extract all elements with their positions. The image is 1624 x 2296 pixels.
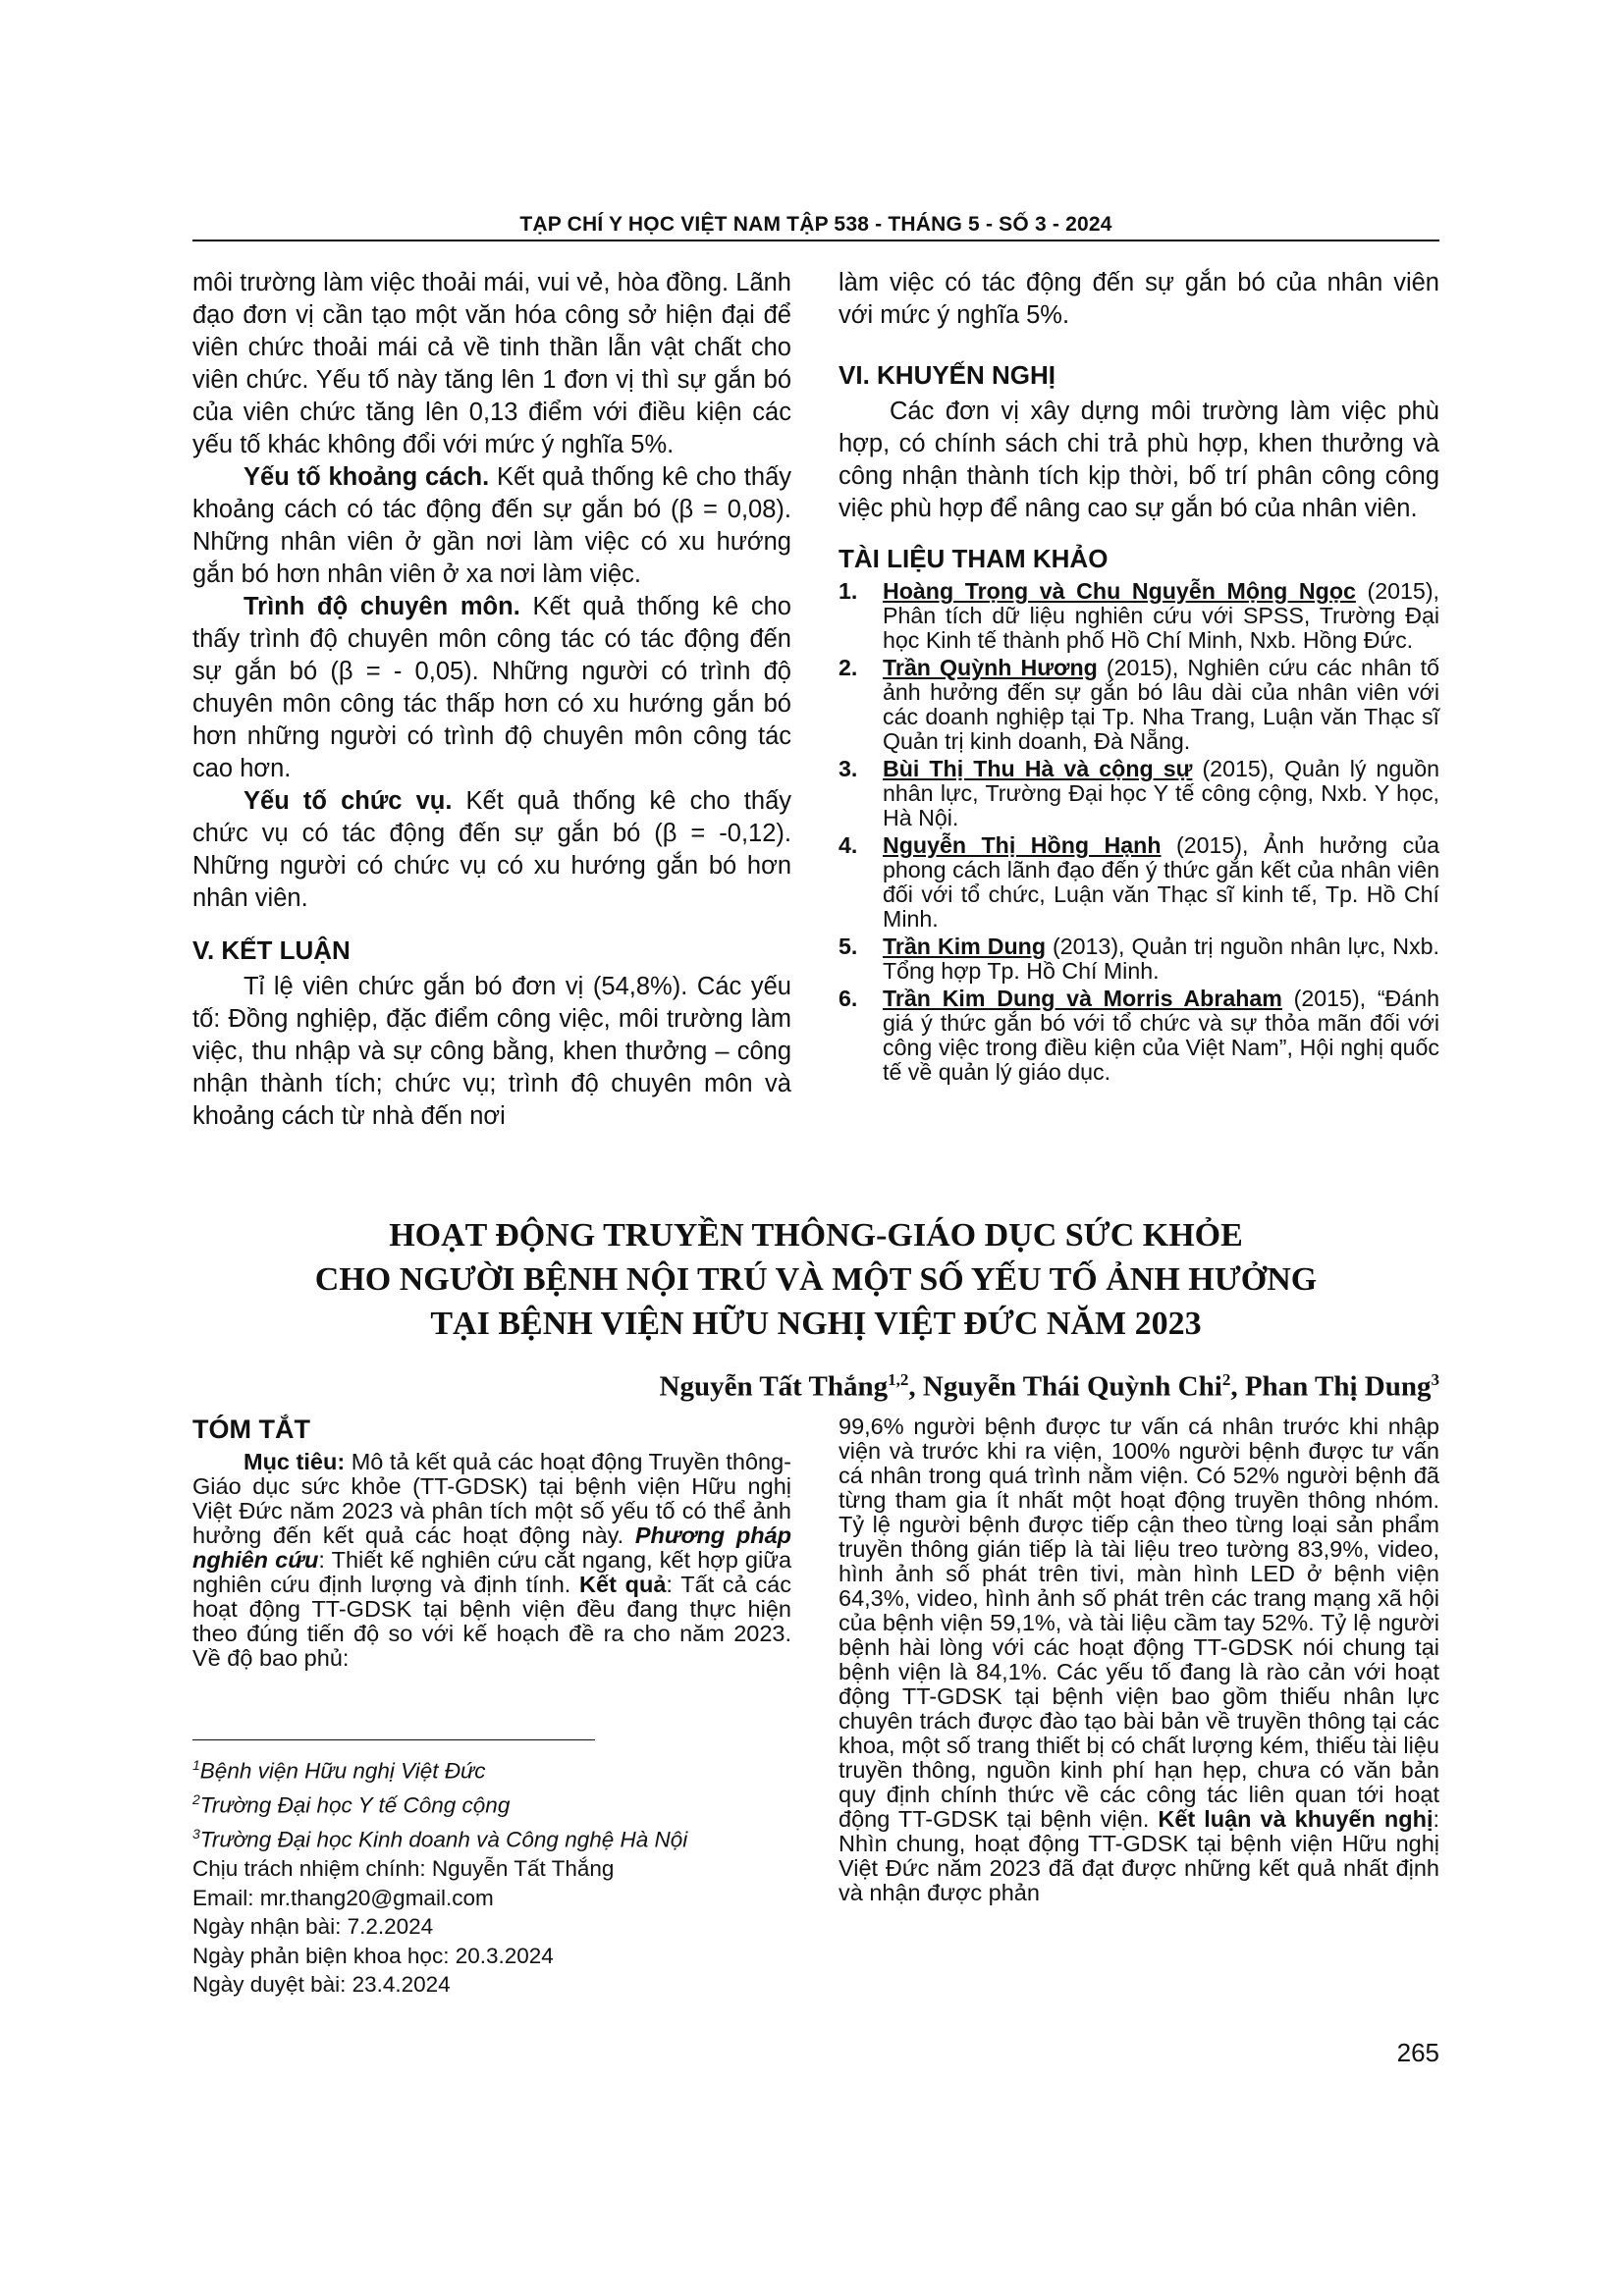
affiliation-mark: 3 [192, 1826, 200, 1842]
affiliation-text: Trường Đại học Y tế Công cộng [199, 1792, 511, 1818]
reference-author: Trần Kim Dung [883, 934, 1047, 959]
reference-details: (2015), Ảnh hưởng của phong cách lãnh đạo đến ý thức gắn kết của nhân viên đối với tổ chức, Luận văn Thạc sĩ kinh tế, Tp. Hồ Chí Minh. [883, 832, 1440, 932]
paragraph [192, 461, 791, 591]
page-number: 265 [1396, 2038, 1439, 2067]
paragraph-lead: Trình độ chuyên môn. [244, 593, 520, 620]
reference-details: (2013), Quản trị nguồn nhân lực, Nxb. Tổng hợp Tp. Hồ Chí Minh. [883, 934, 1439, 984]
footnote-rule [192, 1739, 595, 1740]
header-rule [192, 240, 1439, 241]
reference-list [839, 579, 1439, 1085]
paragraph-lead: Yếu tố chức vụ. [244, 787, 453, 815]
reference-item [839, 934, 1439, 984]
reference-item [839, 987, 1439, 1085]
paragraph-text: Kết quả thống kê cho thấy trình độ chuyên môn công tác có tác động đến sự gắn bó (β = - 0,05). Những người có trình độ chuyên môn công tác thấp hơn có xu hướng gắn bó hơn những người có trình độ chuyên môn công tác cao hơn. [192, 593, 791, 782]
author-affiliation-mark: 2 [1221, 1370, 1231, 1389]
author-name: Nguyễn Tất Thắng [659, 1370, 889, 1403]
reference-item [839, 579, 1439, 653]
abstract-right [839, 1415, 1439, 1905]
abstract-paragraph [192, 1450, 791, 1671]
reference-item [839, 833, 1439, 932]
reference-details: (2015), “Đánh giá ý thức gắn bó với tổ chức và sự thỏa mãn đối với công việc trong điều kiện của Việt Nam”, Hội nghị quốc tế về quản lý giáo dục. [883, 986, 1439, 1085]
reference-number: 4. [839, 832, 858, 858]
running-head: TẠP CHÍ Y HỌC VIỆT NAM TẬP 538 - THÁNG 5 - SỐ 3 - 2024 [519, 213, 1112, 236]
reference-author: Nguyễn Thị Hồng Hạnh [883, 832, 1162, 858]
article-title-line: CHO NGƯỜI BỆNH NỘI TRÚ VÀ MỘT SỐ YẾU TỐ ẢNH HƯỞNG [314, 1261, 1318, 1298]
method-text: : Thiết kế nghiên cứu cắt ngang, kết hợp giữa nghiên cứu định lượng và định tính. [192, 1547, 792, 1597]
reference-item [839, 757, 1439, 830]
affiliation-text: Bệnh viện Hữu nghị Việt Đức [199, 1758, 486, 1784]
affiliation [192, 1751, 791, 1786]
reference-details: (2015), Phân tích dữ liệu nghiên cứu với SPSS, Trường Đại học Kinh tế thành phố Hồ Chí Minh, Nxb. Hồng Đức. [883, 578, 1439, 653]
responsible-author: Chịu trách nhiệm chính: Nguyễn Tất Thắng [192, 1856, 615, 1881]
author-affiliation-mark: 1,2 [888, 1370, 909, 1389]
affiliation-mark: 1 [192, 1757, 200, 1773]
abstract-heading: TÓM TẮT [192, 1415, 310, 1444]
reference-details: (2015), Quản lý nguồn nhân lực, Trường Đại học Y tế công cộng, Nxb. Y học, Hà Nội. [883, 756, 1440, 830]
paragraph: môi trường làm việc thoải mái, vui vẻ, hòa đồng. Lãnh đạo đơn vị cần tạo một văn hóa công sở hiện đại để viên chức thoải mái cả về tinh thần lẫn vật chất cho viên chức. Yếu tố này tăng lên 1 đơn vị thì sự gắn bó của viên chức tăng lên 0,13 điểm với điều kiện các yếu tố khác không đổi với mức ý nghĩa 5%. [192, 269, 791, 458]
section-heading: V. KẾT LUẬN [192, 935, 351, 965]
author-name: Nguyễn Thái Quỳnh Chi [922, 1370, 1222, 1403]
result-label: Kết quả [579, 1572, 667, 1597]
article-title-line: TẠI BỆNH VIỆN HỮU NGHỊ VIỆT ĐỨC NĂM 2023 [430, 1306, 1202, 1342]
paragraph [192, 785, 791, 915]
conclusion-text: : Nhìn chung, hoạt động TT-GDSK tại bệnh viện Hữu nghị Việt Đức năm 2023 đã đạt được những kết quả nhất định và nhận được phản [839, 1806, 1440, 1905]
reference-number: 5. [839, 934, 858, 959]
paragraph [192, 591, 791, 785]
reference-number: 2. [839, 655, 858, 680]
paragraph-lead: Yếu tố khoảng cách. [244, 463, 490, 491]
reference-author: Bùi Thị Thu Hà và cộng sự [883, 756, 1193, 781]
reference-number: 3. [839, 756, 858, 781]
paragraph: làm việc có tác động đến sự gắn bó của nhân viên với mức ý nghĩa 5%. [839, 269, 1439, 329]
reference-author: Hoàng Trọng và Chu Nguyễn Mộng Ngọc [883, 578, 1356, 604]
author-list [660, 1370, 1439, 1404]
paragraph: Các đơn vị xây dựng môi trường làm việc phù hợp, có chính sách chi trả phù hợp, khen thưởng và công nhận thành tích kịp thời, bố trí phân công công việc phù hợp để nâng cao sự gắn bó của nhân viên. [839, 398, 1439, 522]
affiliation [192, 1820, 791, 1854]
article-title-line: HOẠT ĐỘNG TRUYỀN THÔNG-GIÁO DỤC SỨC KHỎE [389, 1217, 1243, 1254]
reference-item [839, 656, 1439, 754]
abstract-paragraph [839, 1415, 1439, 1905]
conclusion-label: Kết luận và khuyến nghị [1158, 1806, 1434, 1832]
affiliation-mark: 2 [192, 1791, 200, 1807]
affiliation [192, 1786, 791, 1820]
article-title [192, 1213, 1439, 1346]
reference-author: Trần Kim Dung và Morris Abraham [883, 986, 1282, 1011]
objective-label: Mục tiêu: [244, 1449, 346, 1474]
author-name: Phan Thị Dung [1244, 1370, 1432, 1403]
method-label: Phương pháp nghiên cứu [192, 1522, 791, 1573]
abstract-left [192, 1415, 791, 1671]
affiliation-text: Trường Đại học Kinh doanh và Công nghệ Hà Nội [199, 1827, 688, 1852]
left-column-top [192, 267, 791, 1133]
section-heading: VI. KHUYẾN NGHỊ [839, 360, 1056, 390]
email: Email: mr.thang20@gmail.com [192, 1885, 494, 1910]
received-date: Ngày nhận bài: 7.2.2024 [192, 1914, 434, 1939]
author-separator: , [908, 1370, 923, 1403]
references-heading: TÀI LIỆU THAM KHẢO [839, 544, 1109, 573]
accepted-date: Ngày duyệt bài: 23.4.2024 [192, 1972, 451, 1997]
reference-number: 6. [839, 986, 858, 1011]
author-separator: , [1230, 1370, 1245, 1403]
reference-author: Trần Quỳnh Hương [883, 655, 1098, 680]
author-affiliation-mark: 3 [1431, 1370, 1439, 1389]
paragraph-text: Kết quả thống kê cho thấy chức vụ có tác động đến sự gắn bó (β = -0,12). Những người có chức vụ có xu hướng gắn bó hơn nhân viên. [192, 787, 791, 912]
footnotes [192, 1751, 791, 2000]
reference-details: (2015), Nghiên cứu các nhân tố ảnh hưởng đến sự gắn bó lâu dài của nhân viên với các doanh nghiệp tại Tp. Nha Trang, Luận văn Thạc sĩ Quản trị kinh doanh, Đà Nẵng. [883, 655, 1439, 754]
objective-text: Mô tả kết quả các hoạt động Truyền thông-Giáo dục sức khỏe (TT-GDSK) tại bệnh viện Hữu nghị Việt Đức năm 2023 và phân tích một số yếu tố có thể ảnh hưởng đến kết quả các hoạt động này. [192, 1449, 792, 1548]
reference-number: 1. [839, 578, 858, 604]
review-date: Ngày phản biện khoa học: 20.3.2024 [192, 1943, 554, 1968]
paragraph-text: Kết quả thống kê cho thấy khoảng cách có tác động đến sự gắn bó (β = 0,08). Những nhân viên ở gần nơi làm việc có xu hướng gắn bó hơn nhân viên ở xa nơi làm việc. [192, 463, 791, 588]
paragraph: Tỉ lệ viên chức gắn bó đơn vị (54,8%). Các yếu tố: Đồng nghiệp, đặc điểm công việc, môi trường làm việc, thu nhập và sự công bằng, khen thưởng – công nhận thành tích; chức vụ; trình độ chuyên môn và khoảng cách từ nhà đến nơi [192, 973, 791, 1130]
result-text: : Tất cả các hoạt động TT-GDSK tại bệnh viện đều đang thực hiện theo đúng tiến độ so với kế hoạch đề ra cho năm 2023. Về độ bao phủ: [192, 1572, 791, 1671]
right-column-top [839, 267, 1439, 1088]
abstract-text: 99,6% người bệnh được tư vấn cá nhân trước khi nhập viện và trước khi ra viện, 100% người bệnh được tư vấn cá nhân trong quá trình nằm viện. Có 52% người bệnh đã từng tham gia ít nhất một hoạt động truyền thông nhóm. Tỷ lệ người bệnh được tiếp cận theo từng loại sản phẩm truyền thông gián tiếp là tài liệu treo tường 83,9%, video, hình ảnh số phát trên tivi, màn hình LED ở bệnh viện 64,3%, video, hình ảnh số phát trên các trang mạng xã hội của bệnh viện 59,1%, và tài liệu cầm tay 52%. Tỷ lệ người bệnh hài lòng với các hoạt động TT-GDSK nói chung tại bệnh viện là 84,1%. Các yếu tố đang là rào cản với hoạt động TT-GDSK tại bệnh viện bao gồm thiếu nhân lực chuyên trách được đào tạo bài bản về truyền thông tại các khoa, một số trang thiết bị có chất lượng kém, thiếu tài liệu truyền thông, nguồn kinh phí hạn hẹp, chưa có văn bản quy định chính thức về các công tác liên quan tới hoạt động TT-GDSK tại bệnh viện. [839, 1414, 1439, 1832]
